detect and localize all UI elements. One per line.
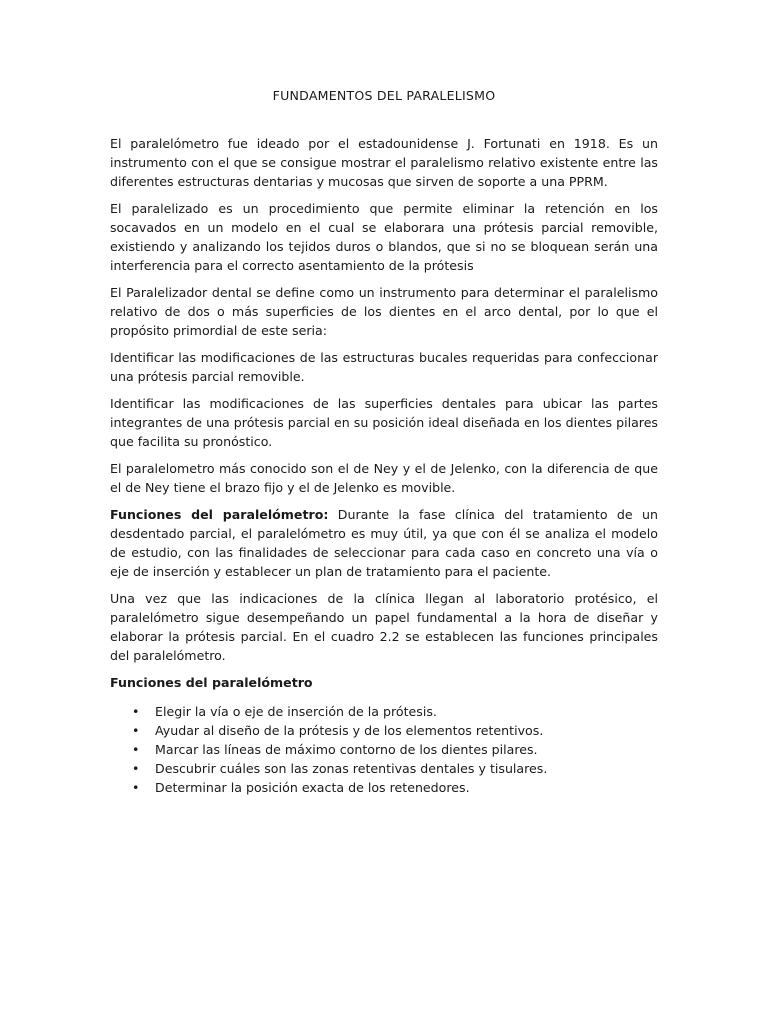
- list-item-text: Marcar las líneas de máximo contorno de los dientes pilares.: [155, 742, 538, 757]
- paragraph-purpose-structures: Identificar las modificaciones de las estructuras bucales requeridas para confeccionar una prótesis parcial removible.: [110, 350, 658, 384]
- bullet-icon: •: [132, 704, 140, 719]
- list-item-text: Ayudar al diseño de la prótesis y de los elementos retentivos.: [155, 723, 544, 738]
- list-item: [110, 702, 658, 721]
- bullet-icon: •: [132, 742, 140, 757]
- document-body: [110, 86, 658, 797]
- list-item-text: Descubrir cuáles son las zonas retentivas dentales y tisulares.: [155, 761, 548, 776]
- paragraph-ney-jelenko: El paralelometro más conocido son el de Ney y el de Jelenko, con la diferencia de que el de Ney tiene el brazo fijo y el de Jelenko es movible.: [110, 461, 658, 495]
- bullet-icon: •: [132, 761, 140, 776]
- list-item: [110, 778, 658, 797]
- document-title: FUNDAMENTOS DEL PARALELISMO: [272, 88, 496, 103]
- paragraph-origin: El paralelómetro fue ideado por el estadounidense J. Fortunati en 1918. Es un instrumento con el que se consigue mostrar el paralelismo relativo existente entre las diferentes estructuras dentarias y mucosas que sirven de soporte a una PPRM.: [110, 136, 658, 189]
- paragraph-funciones: [110, 505, 658, 581]
- paragraph-purpose-surfaces: Identificar las modificaciones de las superficies dentales para ubicar las partes integrantes de una prótesis parcial en su posición ideal diseñada en los dientes pilares que facilita su pronóstico.: [110, 396, 658, 449]
- list-item: [110, 721, 658, 740]
- list-item: [110, 740, 658, 759]
- bullet-icon: •: [132, 723, 140, 738]
- list-heading: Funciones del paralelómetro: [110, 675, 313, 690]
- funciones-text: Durante la fase clínica del tratamiento de un desdentado parcial, el paralelómetro es muy útil, ya que con él se analiza el modelo de estudio, con las finalidades de seleccionar para cada caso en concreto una vía o eje de inserción y establecer un plan de tratamiento para el paciente.: [110, 507, 658, 579]
- funciones-lead: Funciones del paralelómetro:: [110, 507, 329, 522]
- paragraph-paralelizado: El paralelizado es un procedimiento que permite eliminar la retención en los socavados en un modelo en el cual se elaborara una prótesis parcial removible, existiendo y analizando los tejidos duros o blandos, que si no se bloquean serán una interferencia para el correcto asentamiento de la prótesis: [110, 201, 658, 273]
- list-item-text: Elegir la vía o eje de inserción de la prótesis.: [155, 704, 437, 719]
- list-item: [110, 759, 658, 778]
- list-item-text: Determinar la posición exacta de los retenedores.: [155, 780, 470, 795]
- bullet-icon: •: [132, 780, 140, 795]
- paragraph-laboratorio: Una vez que las indicaciones de la clínica llegan al laboratorio protésico, el paralelómetro sigue desempeñando un papel fundamental a la hora de diseñar y elaborar la prótesis parcial. En el cuadro 2.2 se establecen las funciones principales del paralelómetro.: [110, 591, 658, 663]
- funciones-list: [110, 702, 658, 797]
- paragraph-paralelizador-definition: El Paralelizador dental se define como un instrumento para determinar el paralelismo relativo de dos o más superficies de los dientes en el arco dental, por lo que el propósito primordial de este seria:: [110, 285, 658, 338]
